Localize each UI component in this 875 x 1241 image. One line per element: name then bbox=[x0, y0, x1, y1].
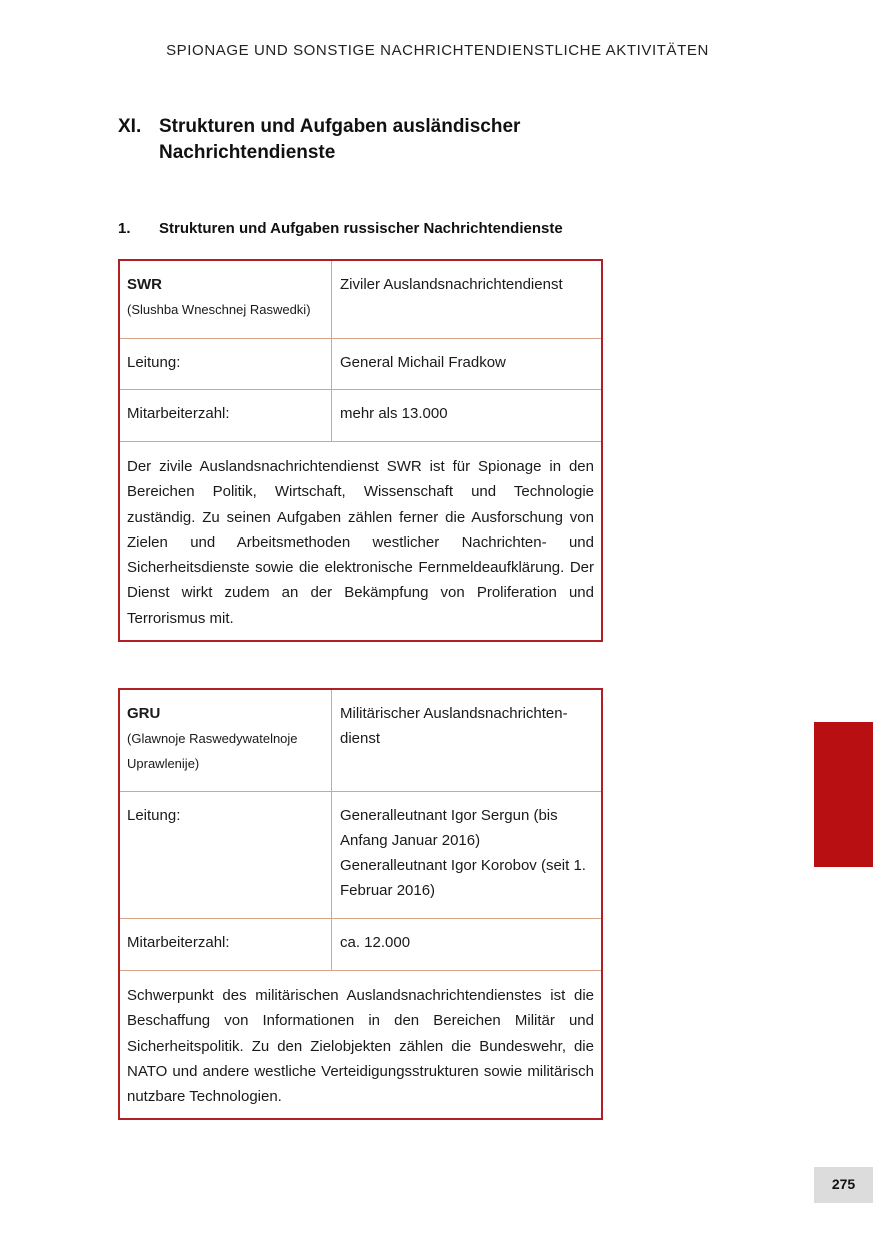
chapter-number: XI. bbox=[118, 116, 142, 137]
swr-staff-label: Mitarbeiterzahl: bbox=[120, 390, 332, 441]
swr-staff: mehr als 13.000 bbox=[340, 405, 448, 422]
gru-leaders bbox=[332, 792, 601, 918]
chapter-title-line-2: Nachrichtendienste bbox=[159, 142, 336, 163]
section-number: 1. bbox=[118, 220, 131, 237]
gru-leader-row bbox=[120, 792, 601, 919]
swr-code: SWR bbox=[127, 276, 162, 293]
swr-table bbox=[118, 259, 603, 642]
gru-table bbox=[118, 688, 603, 1120]
chapter-heading bbox=[118, 114, 579, 166]
swr-name-cell bbox=[120, 261, 332, 338]
swr-leader: General Michail Fradkow bbox=[340, 354, 506, 371]
gru-staff-row bbox=[120, 919, 601, 971]
gru-staff-label: Mitarbeiterzahl: bbox=[120, 919, 332, 970]
gru-name-cell bbox=[120, 690, 332, 791]
gru-staff: ca. 12.000 bbox=[340, 934, 411, 951]
swr-type: Ziviler Auslandsnachrichtendienst bbox=[340, 276, 563, 293]
swr-description: Der zivile Auslandsnachrichtendienst SWR ist für Spionage in den Bereichen Politik, Wirtschaft, Wissenschaft und Technologie zuständig. Zu seinen Aufgaben zählen ferner die Ausforschung von Zielen und Arbeitsmethoden westlicher Nachrichten- und Sicherheitsdienste sowie die elektronische Fernmeldeaufklärung. Der Dienst wirkt zudem an der Bekämpfung von Proliferation und Terrorismus mit. bbox=[127, 458, 594, 627]
swr-full-name: (Slushba Wneschnej Raswedki) bbox=[127, 302, 311, 317]
swr-leader-row bbox=[120, 339, 601, 390]
chapter-title-line-1: Strukturen und Aufgaben ausländischer bbox=[159, 116, 521, 137]
swr-staff-row bbox=[120, 390, 601, 442]
page-number: 275 bbox=[814, 1167, 873, 1203]
swr-name-row bbox=[120, 261, 601, 339]
gru-name-row bbox=[120, 690, 601, 792]
swr-leader-label: Leitung: bbox=[120, 339, 332, 389]
gru-type: Militärischer Auslandsnachrichten-dienst bbox=[340, 705, 568, 747]
gru-description: Schwerpunkt des militärischen Auslandsnachrichtendienstes ist die Beschaffung von Informationen in den Bereichen Militär und Sicherheitspolitik. Zu den Zielobjekten zählen die Bundeswehr, die NATO und andere westliche Verteidigungsstrukturen sowie militärisch nutzbare Technologien. bbox=[127, 987, 594, 1106]
chapter-title bbox=[159, 114, 579, 166]
chapter-thumb-tab bbox=[814, 722, 873, 867]
section-title: Strukturen und Aufgaben russischer Nachrichtendienste bbox=[159, 220, 563, 237]
gru-full-name: (Glawnoje Raswedywatelnoje Uprawlenije) bbox=[127, 731, 298, 771]
section-heading bbox=[118, 218, 563, 240]
gru-leader-2: Generalleutnant Igor Korobov (seit 1. Februar 2016) bbox=[340, 857, 586, 899]
gru-code: GRU bbox=[127, 705, 161, 722]
gru-leader-label: Leitung: bbox=[120, 792, 332, 918]
gru-leader-1: Generalleutnant Igor Sergun (bis Anfang Januar 2016) bbox=[340, 807, 558, 849]
running-header: SPIONAGE UND SONSTIGE NACHRICHTENDIENSTLICHE AKTIVITÄTEN bbox=[166, 42, 709, 59]
